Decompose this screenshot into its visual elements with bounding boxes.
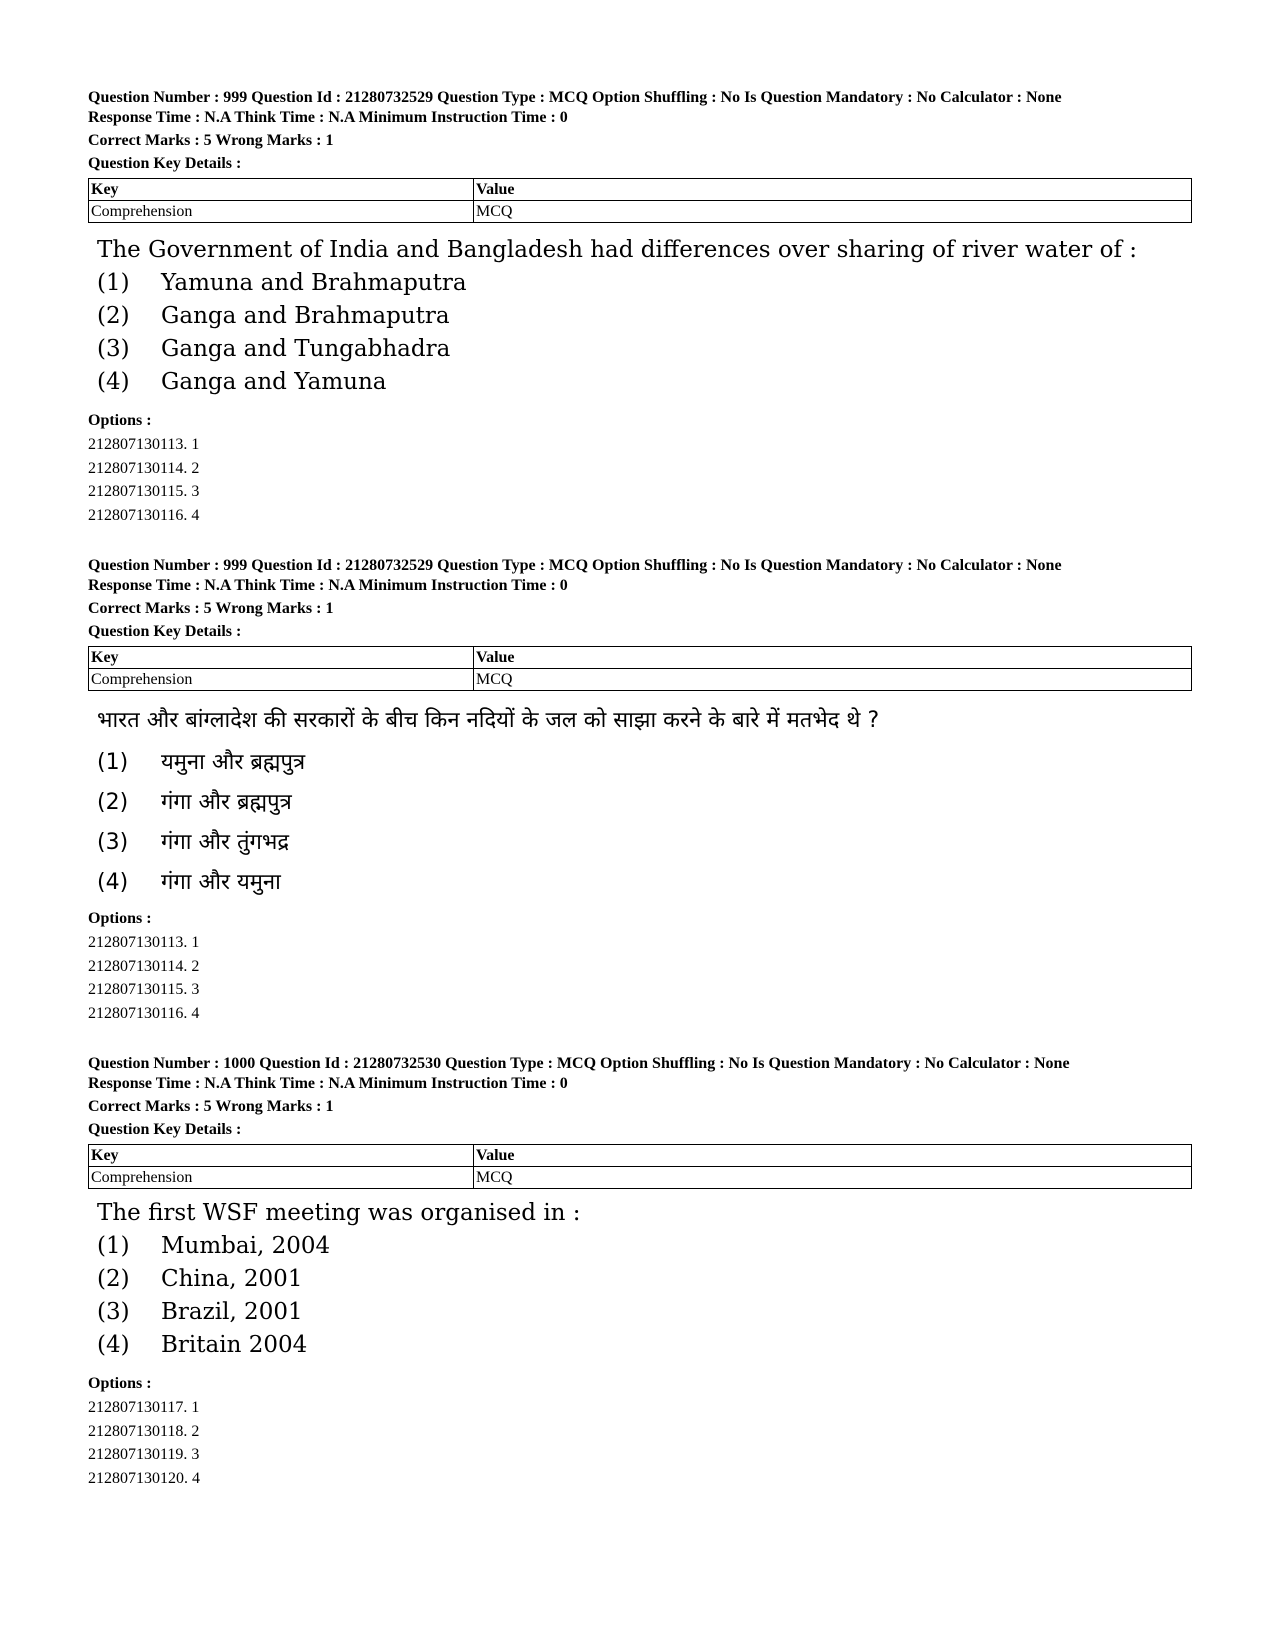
options-label: Options : <box>88 910 152 927</box>
table-cell-key: Comprehension <box>89 1167 474 1189</box>
question-meta-line: Question Number : 999 Question Id : 21280732529 Question Type : MCQ Option Shuffling : No Is Question Mandatory : No Calculator : None <box>88 557 1062 574</box>
choice-text: Brazil, 2001 <box>161 1299 303 1325</box>
choice-item <box>97 863 1192 903</box>
options-list <box>88 1396 1192 1490</box>
choice-number: (1) <box>97 1233 130 1259</box>
table-cell-value: MCQ <box>474 201 1192 223</box>
marks-line: Correct Marks : 5 Wrong Marks : 1 <box>88 1098 334 1115</box>
options-label: Options : <box>88 412 152 429</box>
table-header-value: Value <box>474 647 1192 669</box>
table-cell-key: Comprehension <box>89 669 474 691</box>
marks-line: Correct Marks : 5 Wrong Marks : 1 <box>88 132 334 149</box>
list-item: 212807130113. 1 <box>88 934 200 951</box>
list-item: 212807130117. 1 <box>88 1399 200 1416</box>
choice-text: Ganga and Brahmaputra <box>161 303 450 329</box>
question-meta-line: Question Number : 999 Question Id : 21280732529 Question Type : MCQ Option Shuffling : No Is Question Mandatory : No Calculator : None <box>88 89 1062 106</box>
marks-line: Correct Marks : 5 Wrong Marks : 1 <box>88 600 334 617</box>
choice-text: Ganga and Yamuna <box>161 369 387 395</box>
choice-item <box>97 823 1192 863</box>
choice-text: Yamuna and Brahmaputra <box>161 270 467 296</box>
choice-item <box>97 267 1192 300</box>
table-header-value: Value <box>474 1145 1192 1167</box>
choice-text: गंगा और तुंगभद्र <box>161 830 290 855</box>
question-block-1 <box>88 88 1192 527</box>
choice-text: यमुना और ब्रह्मपुत्र <box>161 750 306 775</box>
choice-item <box>97 783 1192 823</box>
table-header-row <box>89 1145 1192 1167</box>
table-row <box>89 201 1192 223</box>
question-content <box>88 1197 1192 1362</box>
question-content <box>88 701 1192 903</box>
key-details-label: Question Key Details : <box>88 623 242 640</box>
key-details-label: Question Key Details : <box>88 1121 242 1138</box>
key-details-table <box>88 1144 1192 1189</box>
choice-number: (3) <box>97 830 129 855</box>
response-time-line: Response Time : N.A Think Time : N.A Minimum Instruction Time : 0 <box>88 109 568 126</box>
question-block-2 <box>88 556 1192 1025</box>
choice-number: (4) <box>97 369 130 395</box>
key-details-label: Question Key Details : <box>88 155 242 172</box>
question-text: The Government of India and Bangladesh had differences over sharing of river water of : <box>97 237 1138 263</box>
response-time-line: Response Time : N.A Think Time : N.A Minimum Instruction Time : 0 <box>88 1075 568 1092</box>
key-details-table <box>88 646 1192 691</box>
table-row <box>89 669 1192 691</box>
choice-item <box>97 333 1192 366</box>
choice-number: (2) <box>97 303 130 329</box>
table-header-row <box>89 179 1192 201</box>
list-item: 212807130120. 4 <box>88 1469 200 1487</box>
question-content <box>88 234 1192 399</box>
choice-number: (1) <box>97 270 130 296</box>
choice-number: (4) <box>97 1332 130 1358</box>
choice-number: (2) <box>97 1266 130 1292</box>
response-time-line: Response Time : N.A Think Time : N.A Minimum Instruction Time : 0 <box>88 577 568 594</box>
table-header-key: Key <box>89 179 474 201</box>
choice-number: (4) <box>97 870 129 895</box>
options-list <box>88 931 1192 1025</box>
table-cell-key: Comprehension <box>89 201 474 223</box>
table-header-key: Key <box>89 647 474 669</box>
list-item: 212807130118. 2 <box>88 1422 200 1440</box>
table-header-row <box>89 647 1192 669</box>
list-item: 212807130116. 4 <box>88 1004 200 1022</box>
table-cell-value: MCQ <box>474 1167 1192 1189</box>
question-block-3 <box>88 1054 1192 1490</box>
choice-item <box>97 300 1192 333</box>
options-list <box>88 433 1192 527</box>
table-header-value: Value <box>474 179 1192 201</box>
question-meta-line: Question Number : 1000 Question Id : 21280732530 Question Type : MCQ Option Shuffling : No Is Question Mandatory : No Calculator : None <box>88 1055 1070 1072</box>
choice-text: China, 2001 <box>161 1266 303 1292</box>
question-text: The first WSF meeting was organised in : <box>97 1200 581 1226</box>
choice-text: गंगा और यमुना <box>161 870 281 895</box>
choice-item <box>97 743 1192 783</box>
choice-text: गंगा और ब्रह्मपुत्र <box>161 790 292 815</box>
list-item: 212807130119. 3 <box>88 1446 200 1463</box>
choice-number: (2) <box>97 790 129 815</box>
list-item: 212807130113. 1 <box>88 436 200 453</box>
choice-number: (3) <box>97 1299 130 1325</box>
choice-number: (1) <box>97 750 129 775</box>
choice-text: Ganga and Tungabhadra <box>161 336 451 362</box>
choice-item <box>97 1263 1192 1296</box>
list-item: 212807130114. 2 <box>88 459 200 477</box>
choice-item <box>97 1296 1192 1329</box>
list-item: 212807130115. 3 <box>88 981 200 998</box>
choice-text: Britain 2004 <box>161 1332 308 1358</box>
choice-item <box>97 1230 1192 1263</box>
list-item: 212807130116. 4 <box>88 506 200 524</box>
table-header-key: Key <box>89 1145 474 1167</box>
table-cell-value: MCQ <box>474 669 1192 691</box>
choice-number: (3) <box>97 336 130 362</box>
options-label: Options : <box>88 1375 152 1392</box>
choice-item <box>97 366 1192 399</box>
key-details-table <box>88 178 1192 223</box>
list-item: 212807130114. 2 <box>88 957 200 975</box>
choice-text: Mumbai, 2004 <box>161 1233 331 1259</box>
choice-item <box>97 1329 1192 1362</box>
question-text: भारत और बांग्लादेश की सरकारों के बीच किन नदियों के जल को साझा करने के बारे में मतभेद थे ? <box>97 708 880 733</box>
document-page <box>88 88 1192 1490</box>
list-item: 212807130115. 3 <box>88 483 200 500</box>
table-row <box>89 1167 1192 1189</box>
